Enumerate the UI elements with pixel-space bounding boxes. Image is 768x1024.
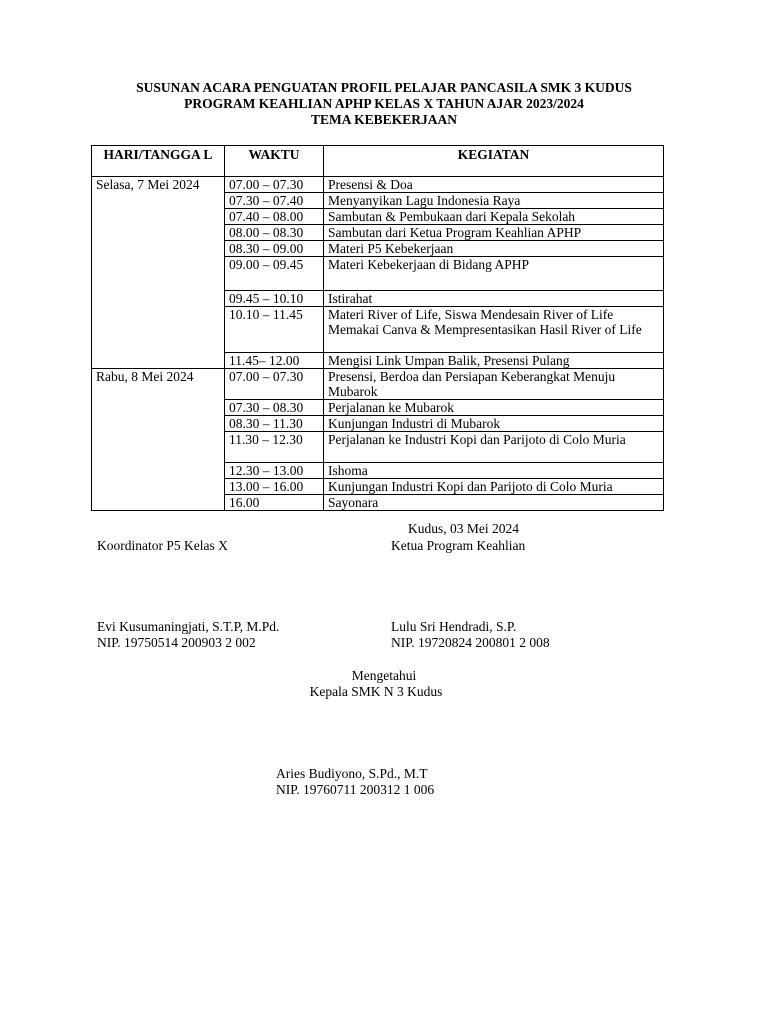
activity-cell: Mengisi Link Umpan Balik, Presensi Pulang bbox=[324, 353, 664, 369]
time-cell: 16.00 bbox=[225, 495, 324, 511]
time-cell: 07.30 – 07.40 bbox=[225, 193, 324, 209]
activity-cell: Sambutan dari Ketua Program Keahlian APHP bbox=[324, 225, 664, 241]
day-cell: Selasa, 7 Mei 2024 bbox=[92, 177, 225, 369]
time-cell: 07.40 – 08.00 bbox=[225, 209, 324, 225]
header-activity: KEGIATAN bbox=[324, 146, 664, 177]
schedule-body bbox=[92, 177, 664, 511]
activity-cell: Kunjungan Industri di Mubarok bbox=[324, 416, 664, 432]
activity-cell: Materi River of Life, Siswa Mendesain River of Life Memakai Canva & Mempresentasikan Hasil River of Life bbox=[324, 307, 664, 353]
time-cell: 13.00 – 16.00 bbox=[225, 479, 324, 495]
day-cell: Rabu, 8 Mei 2024 bbox=[92, 369, 225, 511]
time-cell: 08.30 – 11.30 bbox=[225, 416, 324, 432]
table-row bbox=[92, 369, 664, 400]
table-header-row bbox=[92, 146, 664, 177]
activity-cell: Materi P5 Kebekerjaan bbox=[324, 241, 664, 257]
left-signer-nip: NIP. 19750514 200903 2 002 bbox=[97, 635, 256, 650]
activity-cell: Istirahat bbox=[324, 291, 664, 307]
time-cell: 07.30 – 08.30 bbox=[225, 400, 324, 416]
activity-cell: Materi Kebekerjaan di Bidang APHP bbox=[324, 257, 664, 291]
activity-cell: Perjalanan ke Mubarok bbox=[324, 400, 664, 416]
table-row bbox=[92, 177, 664, 193]
headmaster-nip: NIP. 19760711 200312 1 006 bbox=[276, 782, 435, 797]
title-line-1: SUSUNAN ACARA PENGUATAN PROFIL PELAJAR PANCASILA SMK 3 KUDUS bbox=[136, 80, 632, 95]
header-day: HARI/TANGGA L bbox=[92, 146, 225, 177]
right-signer-nip: NIP. 19720824 200801 2 008 bbox=[391, 635, 550, 650]
time-cell: 11.30 – 12.30 bbox=[225, 432, 324, 463]
document-title bbox=[0, 80, 768, 128]
time-cell: 09.45 – 10.10 bbox=[225, 291, 324, 307]
acknowledge-label: Mengetahui bbox=[351, 668, 417, 683]
activity-cell: Sayonara bbox=[324, 495, 664, 511]
activity-cell: Kunjungan Industri Kopi dan Parijoto di Colo Muria bbox=[324, 479, 664, 495]
time-cell: 09.00 – 09.45 bbox=[225, 257, 324, 291]
headmaster-role: Kepala SMK N 3 Kudus bbox=[309, 684, 443, 699]
time-cell: 07.00 – 07.30 bbox=[225, 177, 324, 193]
time-cell: 10.10 – 11.45 bbox=[225, 307, 324, 353]
activity-cell: Presensi & Doa bbox=[324, 177, 664, 193]
activity-cell: Sambutan & Pembukaan dari Kepala Sekolah bbox=[324, 209, 664, 225]
left-signer-name: Evi Kusumaningjati, S.T.P, M.Pd. bbox=[97, 619, 280, 634]
header-time: WAKTU bbox=[225, 146, 324, 177]
time-cell: 08.30 – 09.00 bbox=[225, 241, 324, 257]
time-cell: 11.45– 12.00 bbox=[225, 353, 324, 369]
activity-cell: Presensi, Berdoa dan Persiapan Keberangkat Menuju Mubarok bbox=[324, 369, 664, 400]
time-cell: 08.00 – 08.30 bbox=[225, 225, 324, 241]
schedule-table bbox=[91, 145, 664, 511]
time-cell: 07.00 – 07.30 bbox=[225, 369, 324, 400]
activity-cell: Menyanyikan Lagu Indonesia Raya bbox=[324, 193, 664, 209]
title-line-3: TEMA KEBEKERJAAN bbox=[311, 112, 457, 127]
place-date: Kudus, 03 Mei 2024 bbox=[408, 521, 519, 536]
left-signer-role: Koordinator P5 Kelas X bbox=[97, 538, 228, 553]
right-signer-role: Ketua Program Keahlian bbox=[391, 538, 526, 553]
time-cell: 12.30 – 13.00 bbox=[225, 463, 324, 479]
headmaster-name: Aries Budiyono, S.Pd., M.T bbox=[276, 766, 428, 781]
title-line-2: PROGRAM KEAHLIAN APHP KELAS X TAHUN AJAR 2023/2024 bbox=[184, 96, 584, 111]
right-signer-name: Lulu Sri Hendradi, S.P. bbox=[391, 619, 517, 634]
activity-cell: Ishoma bbox=[324, 463, 664, 479]
activity-cell: Perjalanan ke Industri Kopi dan Parijoto di Colo Muria bbox=[324, 432, 664, 463]
